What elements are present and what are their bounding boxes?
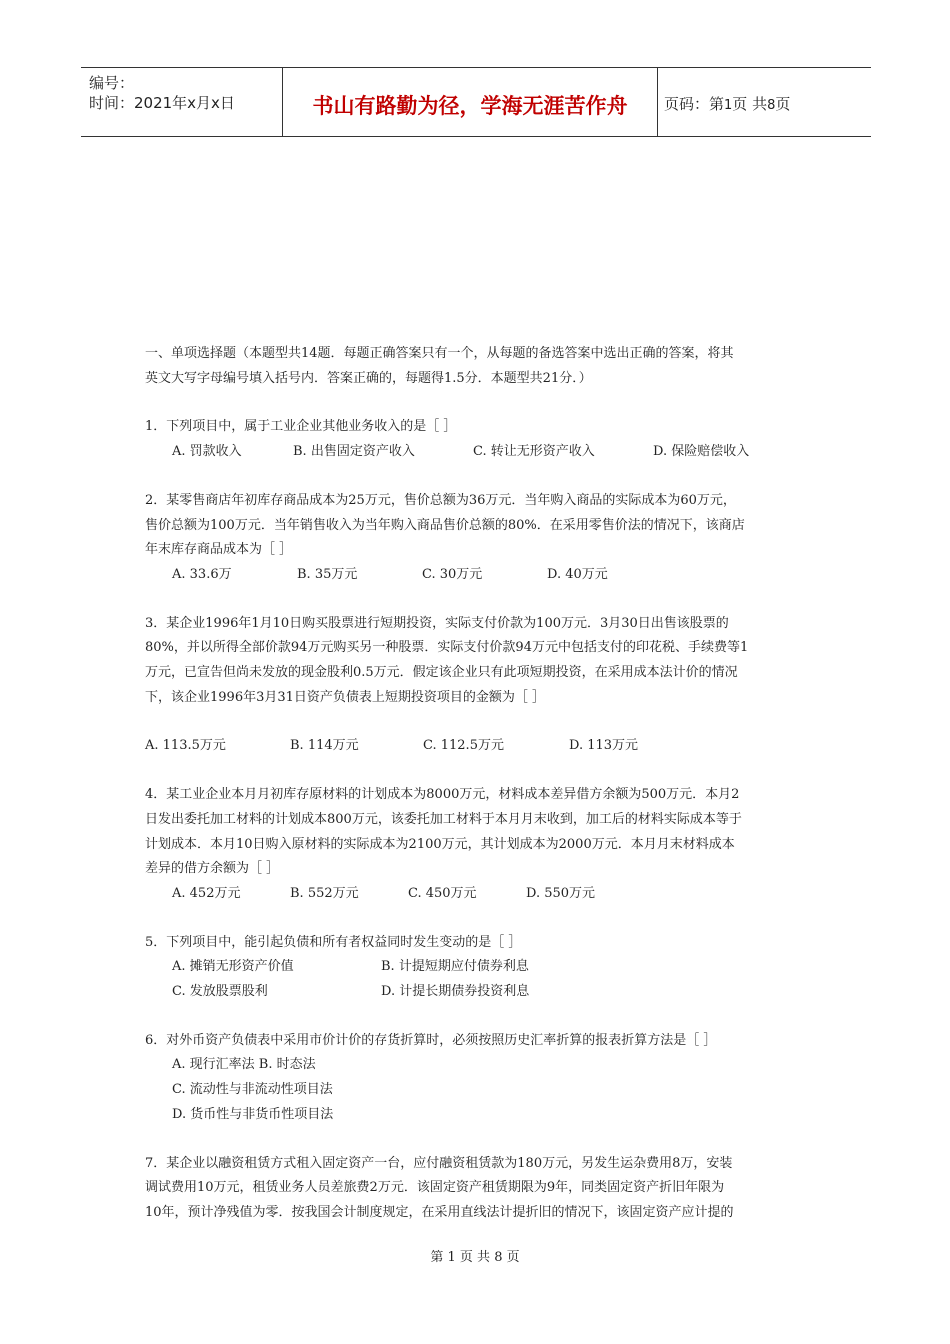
option: B. 35万元: [297, 566, 358, 582]
option: C. 转让无形资产收入: [473, 444, 595, 460]
page-prefix: 页码：第: [664, 95, 725, 113]
option: D. 40万元: [547, 566, 608, 582]
option-row: [145, 563, 815, 588]
page-mid: 页 共: [732, 95, 768, 113]
option: D. 113万元: [569, 738, 639, 754]
option: C. 450万元: [408, 885, 477, 901]
option: C. 发放股票股利: [172, 984, 268, 1000]
option: D. 货币性与非货币性项目法: [172, 1106, 334, 1122]
footer-mid: 页 共: [459, 1250, 491, 1265]
motto: 书山有路勤为径，学海无涯苦作舟: [312, 94, 628, 118]
option: A. 452万元: [172, 885, 241, 901]
option-row: [145, 1103, 815, 1128]
page-suffix: 页: [775, 95, 791, 113]
option: D. 保险赔偿收入: [653, 444, 750, 460]
option: D. 550万元: [526, 885, 596, 901]
question-text: 6．对外币资产负债表中采用市价计价的存货折算时，必须按照历史汇率折算的报表折算方法是［ ］: [145, 1032, 717, 1048]
option: A. 现行汇率法 B. 时态法: [172, 1057, 316, 1073]
question-text: 差异的借方余额为［ ］: [145, 861, 280, 877]
question-text: 售价总额为100万元．当年销售收入为当年购入商品售价总额的80%．在采用零售价法的情况下，该商店: [145, 517, 745, 533]
option: D. 计提长期债券投资利息: [381, 984, 530, 1000]
option: A. 33.6万: [172, 566, 232, 582]
question-text: 3．某企业1996年1月10日购买股票进行短期投资，实际支付价款为100万元．3月30日出售该股票的: [145, 615, 729, 631]
page-footer: [0, 1246, 950, 1265]
question-text: 下，该企业1996年3月31日资产负债表上短期投资项目的金额为［ ］: [145, 689, 546, 705]
header-motto-cell: [283, 68, 658, 136]
question-text: 4．某工业企业本月月初库存原材料的计划成本为8000万元，材料成本差异借方余额为500万元．本月2: [145, 787, 740, 803]
footer-prefix: 第: [430, 1250, 444, 1265]
section-intro-line: 英文大写字母编号填入括号内．答案正确的，每题得1.5分．本题型共21分．）: [145, 370, 592, 386]
option: A. 罚款收入: [172, 444, 242, 460]
option-row: [145, 955, 815, 980]
date-line: 时间：2021年x月x日: [89, 94, 235, 112]
option: A. 113.5万元: [145, 738, 226, 754]
footer-page-total: 8: [494, 1250, 503, 1265]
option-row: [145, 882, 815, 907]
option-row: [145, 440, 815, 465]
option: A. 摊销无形资产价值: [172, 959, 294, 975]
document-body: [145, 342, 815, 1226]
option-row: [145, 1078, 815, 1103]
question-text: 5．下列项目中，能引起负债和所有者权益同时发生变动的是［ ］: [145, 934, 522, 950]
option: B. 552万元: [290, 885, 359, 901]
question-text: 计划成本．本月10日购入原材料的实际成本为2100万元，其计划成本为2000万元．本月月末材料成本: [145, 836, 735, 852]
page-total: 8: [767, 98, 776, 113]
page-number: 1: [724, 98, 733, 113]
question-text: 万元，已宣告但尚未发放的现金股利0.5万元．假定该企业只有此项短期投资，在采用成本法计价的情况: [145, 665, 738, 681]
header-page-indicator: [664, 93, 790, 114]
page-header: [81, 67, 871, 137]
option: B. 计提短期应付债券利息: [381, 959, 529, 975]
question-text: 调试费用10万元，租赁业务人员差旅费2万元．该固定资产租赁期限为9年，同类固定资产折旧年限为: [145, 1180, 725, 1196]
question-text: 日发出委托加工材料的计划成本800万元，该委托加工材料于本月月末收到，加工后的材料实际成本等于: [145, 811, 742, 827]
question-text: 年末库存商品成本为［ ］: [145, 542, 293, 558]
serial-label: 编号：: [89, 74, 135, 92]
option: C. 30万元: [422, 566, 483, 582]
option-row: [145, 734, 815, 759]
footer-page-number: 1: [447, 1250, 456, 1265]
question-text: 80%，并以所得全部价款94万元购买另一种股票．实际支付价款94万元中包括支付的印花税、手续费等1: [145, 640, 749, 656]
question-text: 10年，预计净残值为零．按我国会计制度规定，在采用直线法计提折旧的情况下，该固定资产应计提的: [145, 1204, 734, 1220]
option: B. 114万元: [290, 738, 359, 754]
question-text: 2．某零售商店年初库存商品成本为25万元，售价总额为36万元．当年购入商品的实际成本为60万元，: [145, 492, 736, 508]
footer-suffix: 页: [506, 1250, 520, 1265]
header-info-cell: [81, 68, 283, 136]
question-text: 7．某企业以融资租赁方式租入固定资产一台，应付融资租赁款为180万元，另发生运杂费用8万，安装: [145, 1155, 733, 1171]
option: B. 出售固定资产收入: [293, 444, 415, 460]
section-intro-line: 一、单项选择题（本题型共14题．每题正确答案只有一个，从每题的备选答案中选出正确的答案，将其: [145, 346, 734, 361]
question-text: 1．下列项目中，属于工业企业其他业务收入的是［ ］: [145, 419, 457, 435]
option-row: [145, 1053, 815, 1078]
option: C. 112.5万元: [423, 738, 504, 754]
option-row: [145, 980, 815, 1005]
header-page-cell: [658, 68, 871, 136]
option: C. 流动性与非流动性项目法: [172, 1082, 333, 1098]
